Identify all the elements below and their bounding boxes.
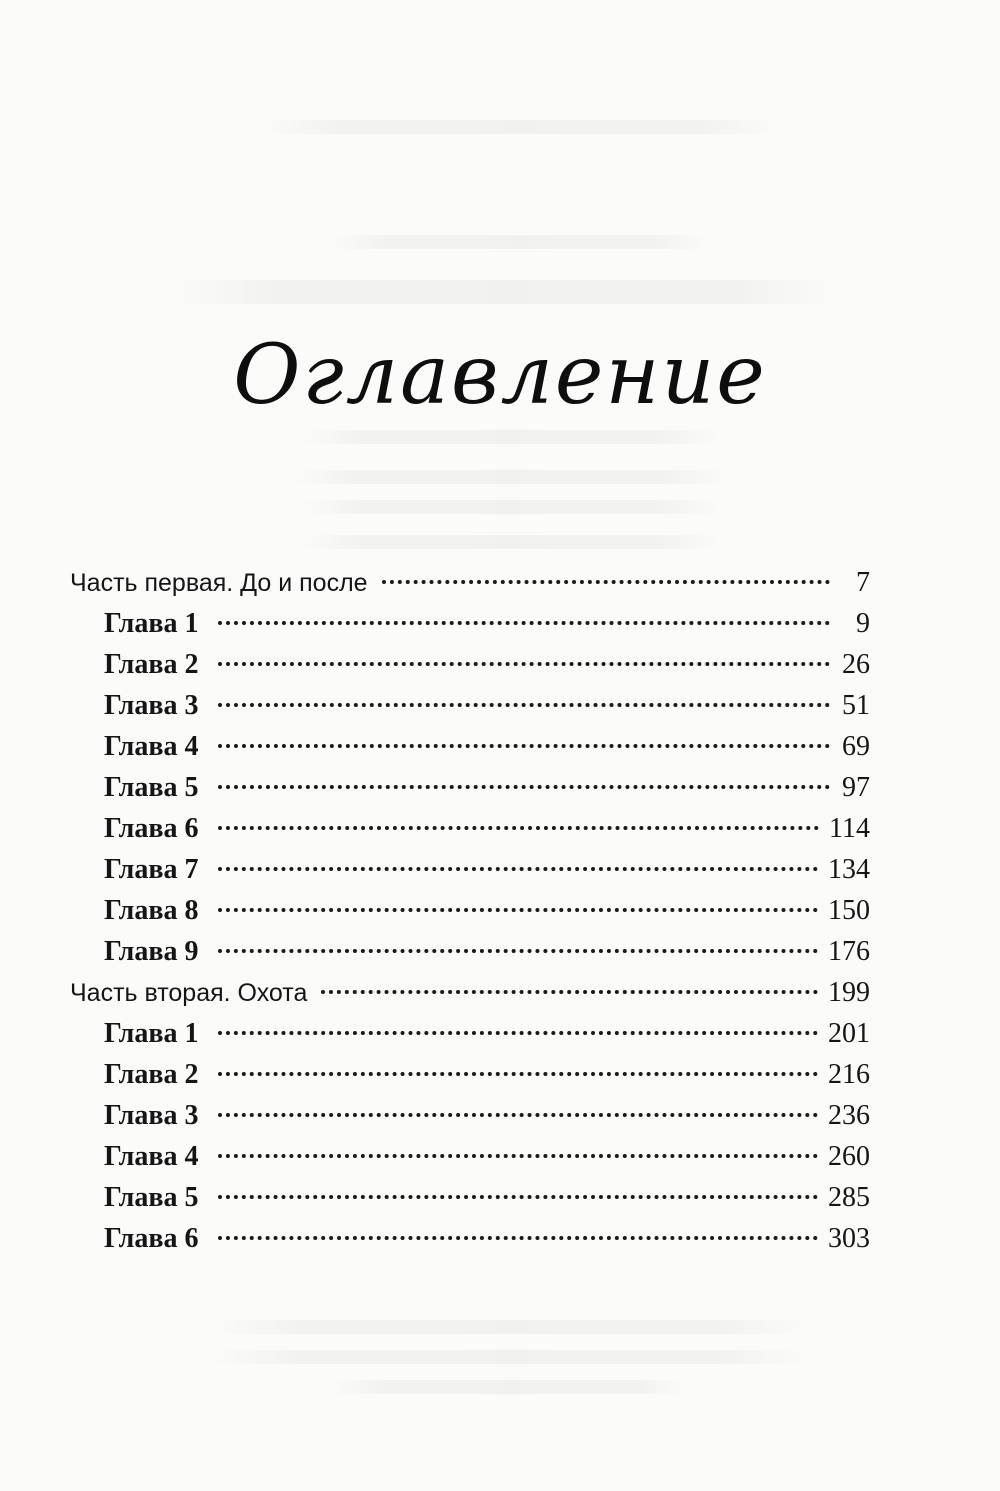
toc-entry-label: Глава 6 (104, 813, 199, 844)
toc-entry-label: Глава 2 (104, 649, 199, 680)
toc-chapter-row (70, 931, 870, 972)
dot-leader (218, 744, 830, 748)
toc-part-row (70, 972, 870, 1013)
toc-page-number: 199 (828, 977, 870, 1008)
toc-entry-label: Глава 5 (104, 772, 199, 803)
toc-page-number: 114 (829, 813, 870, 844)
dot-leader (382, 580, 830, 584)
toc-entry-label: Часть первая. До и после (70, 569, 368, 597)
toc-page-number: 216 (828, 1059, 870, 1090)
show-through-line (170, 280, 840, 304)
toc-entry-label: Глава 5 (104, 1182, 199, 1213)
show-through-line (260, 120, 780, 134)
dot-leader (218, 1072, 818, 1076)
dot-leader (218, 703, 830, 707)
dot-leader (218, 621, 830, 625)
toc-chapter-row (70, 726, 870, 767)
dot-leader (218, 1154, 818, 1158)
show-through-line (330, 235, 710, 249)
toc-chapter-row (70, 1095, 870, 1136)
dot-leader (321, 990, 818, 994)
toc-page-number: 7 (856, 567, 870, 598)
toc-page-number: 134 (828, 854, 870, 885)
dot-leader (218, 1031, 818, 1035)
toc-page-number: 236 (828, 1100, 870, 1131)
dot-leader (218, 1195, 818, 1199)
toc-chapter-row (70, 1218, 870, 1259)
show-through-line (330, 1380, 690, 1394)
toc-entry-label: Глава 6 (104, 1223, 199, 1254)
show-through-line (210, 1320, 810, 1334)
dot-leader (218, 1236, 818, 1240)
dot-leader (218, 826, 819, 830)
toc-page-number: 201 (828, 1018, 870, 1049)
toc-page-number: 260 (828, 1141, 870, 1172)
show-through-line (300, 535, 720, 549)
toc-page-number: 176 (828, 936, 870, 967)
toc-page-number: 97 (842, 772, 870, 803)
toc-chapter-row (70, 685, 870, 726)
toc-entry-label: Глава 8 (104, 895, 199, 926)
toc-chapter-row (70, 1177, 870, 1218)
show-through-line (210, 1350, 810, 1364)
show-through-line (290, 470, 730, 484)
toc-entry-label: Глава 9 (104, 936, 199, 967)
toc-page-number: 303 (828, 1223, 870, 1254)
toc-page-number: 9 (856, 608, 870, 639)
toc-entry-label: Глава 1 (104, 608, 199, 639)
toc-entry-label: Часть вторая. Охота (70, 979, 308, 1007)
toc-chapter-row (70, 1054, 870, 1095)
toc-page-number: 69 (842, 731, 870, 762)
toc-entry-label: Глава 2 (104, 1059, 199, 1090)
toc-page-number: 26 (842, 649, 870, 680)
dot-leader (218, 1113, 818, 1117)
toc-chapter-row (70, 644, 870, 685)
dot-leader (218, 949, 818, 953)
toc-chapter-row (70, 890, 870, 931)
toc-chapter-row (70, 1013, 870, 1054)
show-through-line (300, 500, 720, 514)
toc-entry-label: Глава 4 (104, 731, 199, 762)
dot-leader (218, 908, 818, 912)
toc-chapter-row (70, 1136, 870, 1177)
show-through-line (300, 430, 720, 444)
toc-entry-label: Глава 7 (104, 854, 199, 885)
toc-entry-label: Глава 3 (104, 690, 199, 721)
dot-leader (218, 662, 830, 666)
toc-page-number: 285 (828, 1182, 870, 1213)
page-title: Оглавление (233, 328, 767, 423)
toc-entry-label: Глава 4 (104, 1141, 199, 1172)
toc-chapter-row (70, 767, 870, 808)
toc-entry-label: Глава 3 (104, 1100, 199, 1131)
toc-part-row (70, 562, 870, 603)
dot-leader (218, 785, 830, 789)
table-of-contents (70, 562, 870, 1259)
dot-leader (218, 867, 818, 871)
toc-page-number: 150 (828, 895, 870, 926)
toc-page-number: 51 (842, 690, 870, 721)
toc-chapter-row (70, 808, 870, 849)
toc-chapter-row (70, 849, 870, 890)
toc-entry-label: Глава 1 (104, 1018, 199, 1049)
toc-chapter-row (70, 603, 870, 644)
